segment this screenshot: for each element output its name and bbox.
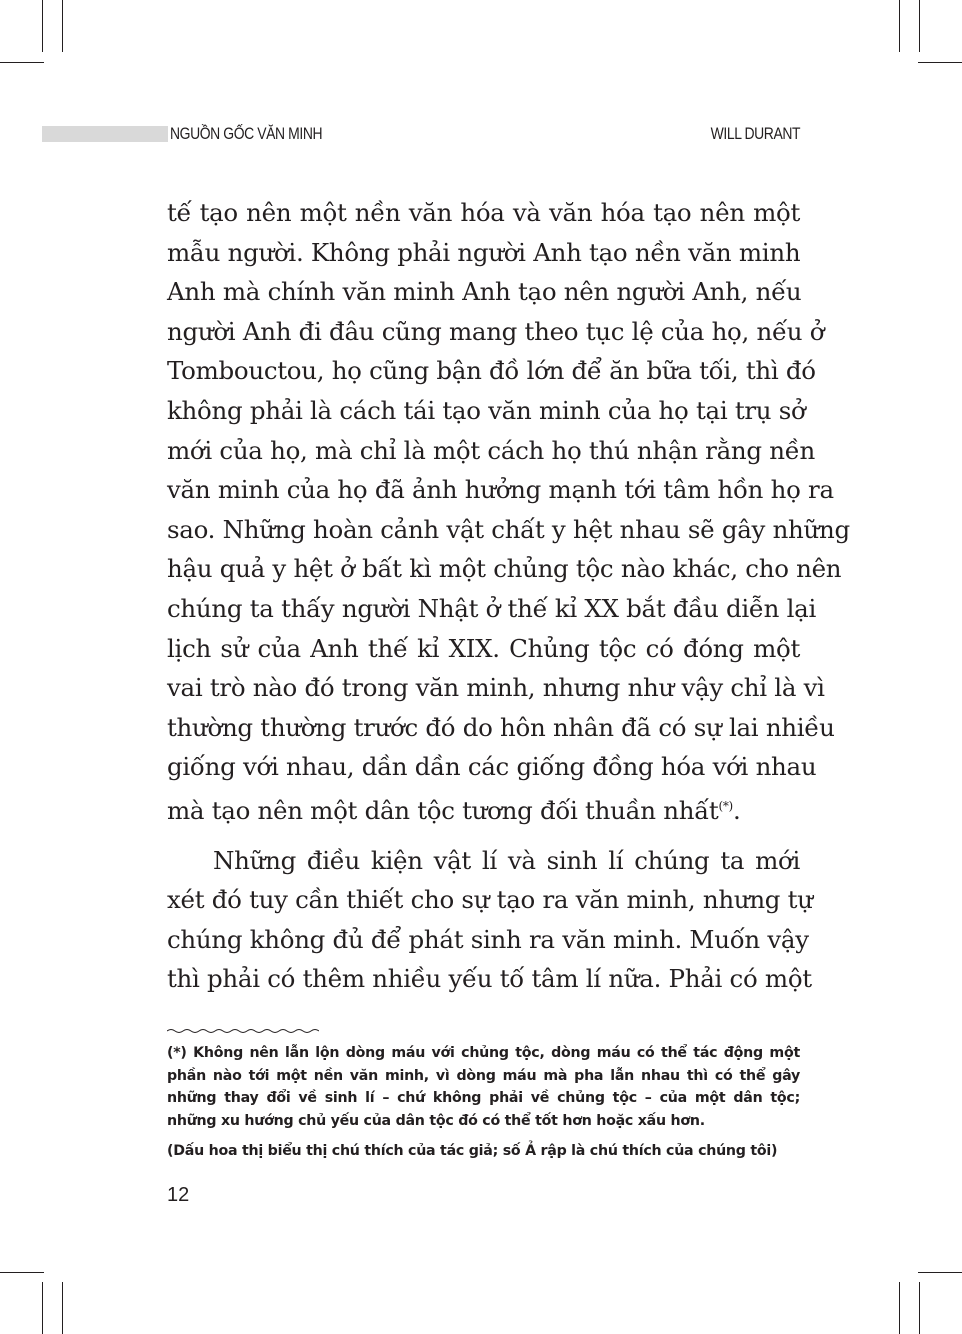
- crop-mark: [42, 1282, 43, 1334]
- text-line: sao. Những hoàn cảnh vật chất y hệt nhau sẽ gây những: [167, 514, 850, 544]
- footnote-gap: [167, 1132, 800, 1140]
- text-line: Anh mà chính văn minh Anh tạo nên người Anh, nếu: [167, 277, 802, 307]
- crop-mark: [899, 1282, 900, 1334]
- text-line: mới của họ, mà chỉ là một cách họ thú nhận rằng nền: [167, 435, 815, 465]
- footnote-line: những thay đổi về sinh lí – chứ không phải về chủng tộc – của một dân tộc;: [167, 1090, 800, 1106]
- crop-mark: [899, 0, 900, 52]
- footnote-reference: (*): [718, 798, 733, 813]
- text-line: mẫu người. Không phải người Anh tạo nền văn minh: [167, 237, 801, 267]
- text-line: hậu quả y hệt ở bất kì một chủng tộc nào khác, cho nên: [167, 554, 842, 584]
- text-line: văn minh của họ đã ảnh hưởng mạnh tới tâm hồn họ ra: [167, 475, 834, 505]
- footnote-separator: [167, 1028, 319, 1034]
- crop-mark: [62, 1282, 63, 1334]
- text-line: lịch sử của Anh thế kỉ XIX. Chủng tộc có đóng một: [167, 633, 800, 663]
- footnote-line: (*) Không nên lẫn lộn dòng máu với chủng tộc, dòng máu có thể tác động một: [167, 1045, 800, 1061]
- crop-mark: [0, 62, 44, 63]
- crop-mark: [62, 0, 63, 52]
- text-line: người Anh đi đâu cũng mang theo tục lệ của họ, nếu ở: [167, 316, 825, 346]
- text-line: Những điều kiện vật lí và sinh lí chúng ta mới: [213, 845, 800, 875]
- body-text: [167, 193, 850, 999]
- text-line: không phải là cách tái tạo văn minh của họ tại trụ sở: [167, 395, 806, 425]
- footnote-note: (Dấu hoa thị biểu thị chú thích của tác giả; số Ả rập là chú thích của chúng tôi): [167, 1143, 778, 1159]
- footnote: [167, 1042, 800, 1163]
- text-line-last: [167, 787, 800, 827]
- crop-mark: [919, 1282, 920, 1334]
- text-fragment: .: [732, 795, 741, 825]
- text-line: chúng không đủ để phát sinh ra văn minh. Muốn vậy: [167, 924, 809, 954]
- text-line: Tombouctou, họ cũng bận đồ lớn để ăn bữa tối, thì đó: [167, 356, 816, 386]
- footnote-line: những xu hướng chủ yếu của dân tộc đó có thể tốt hơn hoặc xấu hơn.: [167, 1112, 705, 1129]
- text-fragment: mà tạo nên một dân tộc tương đối thuần nhất: [167, 795, 719, 825]
- running-header-title: NGUỒN GỐC VĂN MINH: [170, 124, 323, 143]
- running-header-author: WILL DURANT: [710, 124, 800, 143]
- footnote-line: phần nào tới một nền văn minh, vì dòng máu mà pha lẫn nhau thì có thể gây: [167, 1067, 800, 1084]
- header-bar: [42, 126, 168, 142]
- text-line: vai trò nào đó trong văn minh, nhưng như vậy chỉ là vì: [167, 673, 825, 703]
- crop-mark: [919, 0, 920, 52]
- crop-mark: [0, 1272, 44, 1273]
- paragraph-gap: [167, 827, 800, 841]
- crop-mark: [918, 62, 962, 63]
- text-line: tế tạo nên một nền văn hóa và văn hóa tạo nên một: [167, 198, 800, 227]
- text-line: chúng ta thấy người Nhật ở thế kỉ XX bắt đầu diễn lại: [167, 593, 816, 623]
- text-line: thì phải có thêm nhiều yếu tố tâm lí nữa. Phải có một: [167, 964, 812, 994]
- crop-mark: [42, 0, 43, 52]
- crop-mark: [918, 1272, 962, 1273]
- text-line: thường thường trước đó do hôn nhân đã có sự lai nhiều: [167, 712, 835, 742]
- text-line: giống với nhau, dần dần các giống đồng hóa với nhau: [167, 752, 817, 782]
- page-number: 12: [167, 1184, 190, 1206]
- text-line: xét đó tuy cần thiết cho sự tạo ra văn minh, nhưng tự: [167, 885, 813, 915]
